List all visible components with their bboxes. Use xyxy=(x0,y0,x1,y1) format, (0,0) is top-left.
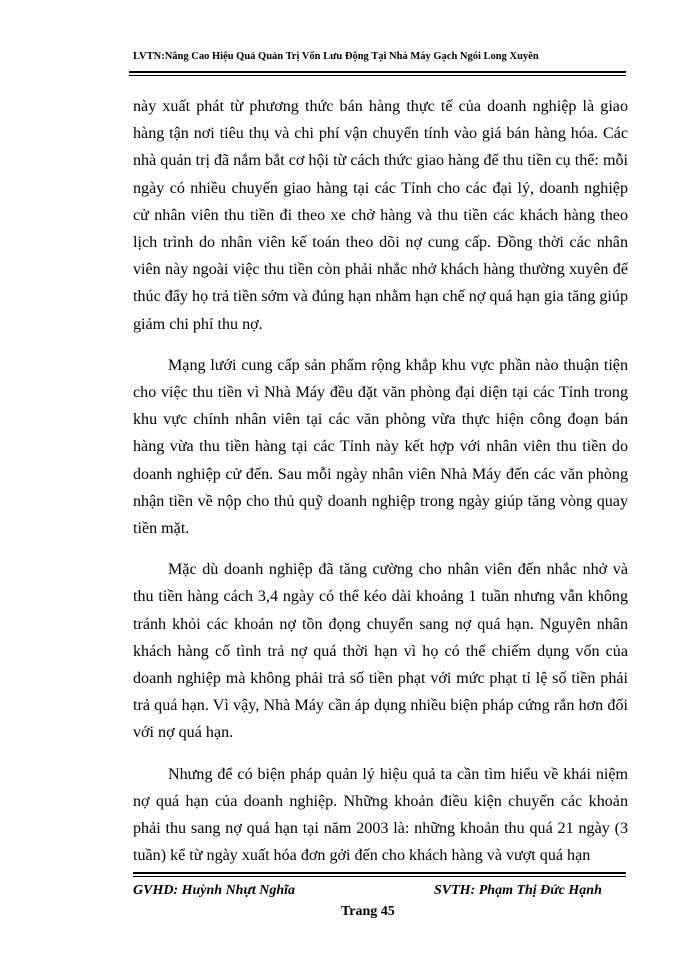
page-number: Trang 45 xyxy=(341,904,395,919)
paragraph-2: Mạng lưới cung cấp sản phẩm rộng khắp khu vực phần nào thuận tiện cho việc thu tiền vì Nhà Máy đều đặt văn phòng đại diện tại các Tỉnh trong khu vực chính nhân viên tại các văn phòng vừa thực hiện công đoạn bán hàng vừa thu tiền hàng tại các Tỉnh này kết hợp với nhân viên thu tiền do doanh nghiệp cử đến. Sau mỗi ngày nhân viên Nhà Máy đến các văn phòng nhận tiền về nộp cho thủ quỹ doanh nghiệp trong ngày giúp tăng vòng quay tiền mặt. xyxy=(133,356,628,538)
footer-rule-thick xyxy=(133,872,626,874)
footer-rule-thin xyxy=(133,876,626,877)
paragraph-3: Mặc dù doanh nghiệp đã tăng cường cho nhân viên đến nhắc nhở và thu tiền hàng cách 3,4 ngày có thể kéo dài khoảng 1 tuần nhưng vẫn không tránh khỏi các khoản nợ tồn đọng chuyển sang nợ quá hạn. Nguyên nhân khách hàng cố tình trả nợ quá thời hạn vì họ có thể chiếm dụng vốn của doanh nghiệp mà không phải trả số tiền phạt với mức phạt tỉ lệ số tiền phải trả quá hạn. Vì vậy, Nhà Máy cần áp dụng nhiều biện pháp cứng rắn hơn đối với nợ quá hạn. xyxy=(133,561,628,742)
body-text xyxy=(133,93,628,883)
paragraph-1: này xuất phát từ phương thức bán hàng thực tế của doanh nghiệp là giao hàng tận nơi tiêu thụ và chi phí vận chuyển tính vào giá bán hàng hóa. Các nhà quản trị đã nắm bắt cơ hội từ cách thức giao hàng để thu tiền cụ thể: mỗi ngày có nhiều chuyến giao hàng tại các Tỉnh cho các đại lý, doanh nghiệp cử nhân viên thu tiền đi theo xe chở hàng và thu tiền các khách hàng theo lịch trình do nhân viên kế toán theo dõi nợ cung cấp. Đồng thời các nhân viên này ngoài việc thu tiền còn phải nhắc nhở khách hàng thường xuyên để thúc đẩy họ trả tiền sớm và đúng hạn nhằm hạn chế nợ quá hạn gia tăng giúp giảm chi phí thu nợ. xyxy=(133,98,628,333)
footer-advisor: GVHD: Huỳnh Nhựt Nghĩa xyxy=(133,883,296,898)
footer-student: SVTH: Phạm Thị Đức Hạnh xyxy=(434,883,602,898)
running-header: LVTN:Nâng Cao Hiệu Quả Quản Trị Vốn Lưu Động Tại Nhà Máy Gạch Ngói Long Xuyên xyxy=(133,51,539,62)
header-rule-thick xyxy=(129,71,626,73)
header-rule-thin xyxy=(129,75,626,76)
paragraph-4: Nhưng để có biện pháp quản lý hiệu quả ta cần tìm hiểu về khái niệm nợ quá hạn của doanh nghiệp. Những khoản điều kiện chuyển các khoản phải thu sang nợ quá hạn tại năm 2003 là: những khoản thu quá 21 ngày (3 tuần) kể từ ngày xuất hóa đơn gởi đến cho khách hàng và vượt quá hạn xyxy=(133,765,628,865)
